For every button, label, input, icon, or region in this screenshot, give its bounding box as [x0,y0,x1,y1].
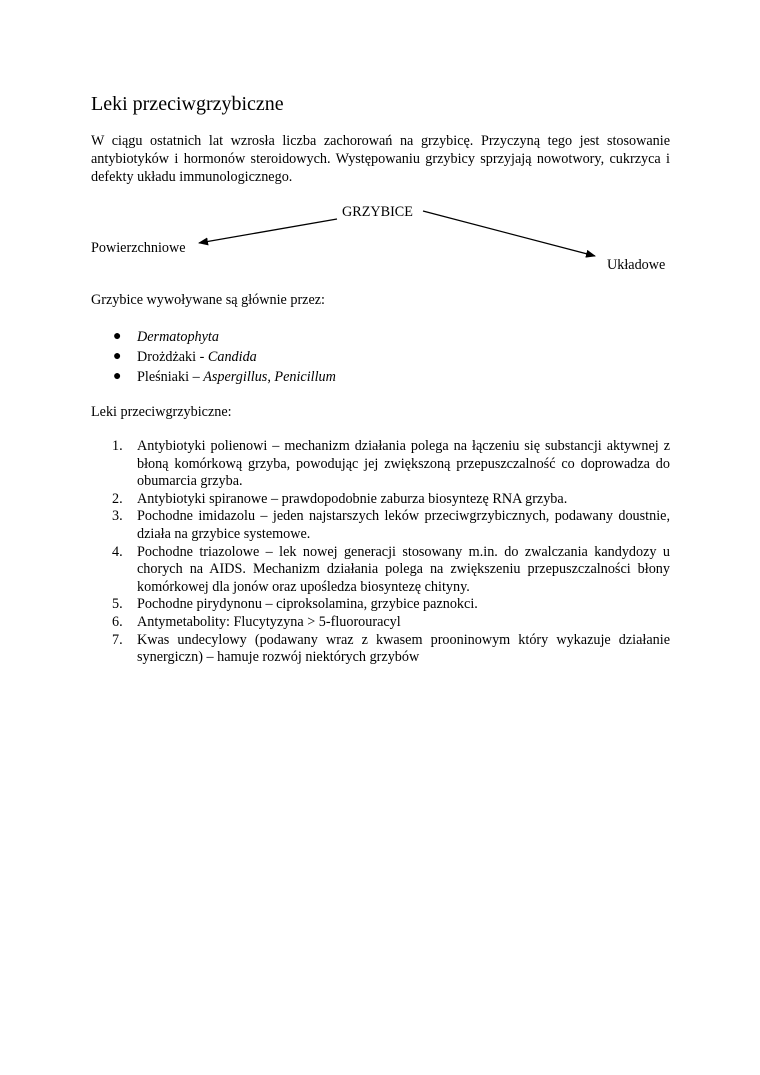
organism-name: Candida [207,349,257,365]
page-title: Leki przeciwgrzybiczne [91,93,284,115]
item-number: 5. [112,596,123,613]
drugs-list [91,438,670,667]
arrow-to-systemic [423,211,595,256]
organism-name: Dermatophyta [137,329,219,345]
item-text: Pochodne imidazolu – jeden najstarszych leków przeciwgrzybicznych, podawany doustnie, działa na grzybice systemowe. [137,508,670,542]
item-number: 4. [112,543,123,560]
item-text: Kwas undecylowy (podawany wraz z kwasem prooninowym który wykazuje działanie synergiczn) – hamuje rozwój niektórych grzybów [137,631,670,666]
item-text: Antybiotyki spiranowe – prawdopodobnie zaburza biosyntezę RNA grzyba. [137,490,568,507]
item-text: Pochodne triazolowe – lek nowej generacji stosowany m.in. do zwalczania kandydozy u chorych na AIDS. Mechanizm działania polega na zwiększeniu przepuszczalności błony komórkowej dla jonów oraz upośledza biosyntezę chityny. [137,543,670,595]
list-item [91,614,670,632]
intro-paragraph: W ciągu ostatnich lat wzrosła liczba zachorowań na grzybicę. Przyczyną tego jest stosowanie antybiotyków i hormonów steroidowych. Występowaniu grzybicy sprzyjają nowotwory, cukrzyca i defekty układu immunologicznego. [91,133,670,185]
item-number: 6. [112,613,123,630]
item-number: 1. [112,438,123,454]
item-number: 3. [112,508,123,525]
item-text: Antymetabolity: Flucytyzyna > 5-fluorouracyl [137,613,401,630]
causes-heading: Grzybice wywoływane są głównie przez: [91,292,326,308]
bullet-icon: ● [113,369,122,384]
list-item [91,544,670,597]
causes-list [91,327,670,387]
arrow-to-superficial [199,219,337,243]
bullet-icon: ● [113,329,122,344]
item-number: 7. [112,631,123,648]
bullet-icon: ● [113,349,122,364]
drugs-heading: Leki przeciwgrzybiczne: [91,404,232,420]
list-item [91,508,670,543]
list-item [91,596,670,614]
list-item [91,438,670,491]
list-item: ● Drożdżaki - Candida [113,349,257,365]
item-text: Antybiotyki polienowi – mechanizm działania polega na łączeniu się substancji aktywnej z błoną komórkową grzyba, powodując jej zwiększoną przepuszczalność co doprowadza do obumarcia grzyba. [137,438,670,490]
list-item: ● Pleśniaki – Aspergillus, Penicillum [113,369,336,385]
item-number: 2. [112,490,123,507]
list-item [91,327,670,347]
diagram-root-label: GRZYBICE [342,204,413,220]
organism-name: Aspergillus [203,369,268,385]
diagram-systemic-label: Układowe [607,257,666,273]
organism-name: Penicillum [274,369,336,385]
item-text: Pochodne pirydynonu – ciproksolamina, grzybice paznokci. [137,596,478,613]
list-item [91,491,670,509]
list-item [91,632,670,667]
diagram-superficial-label: Powierzchniowe [91,240,186,256]
